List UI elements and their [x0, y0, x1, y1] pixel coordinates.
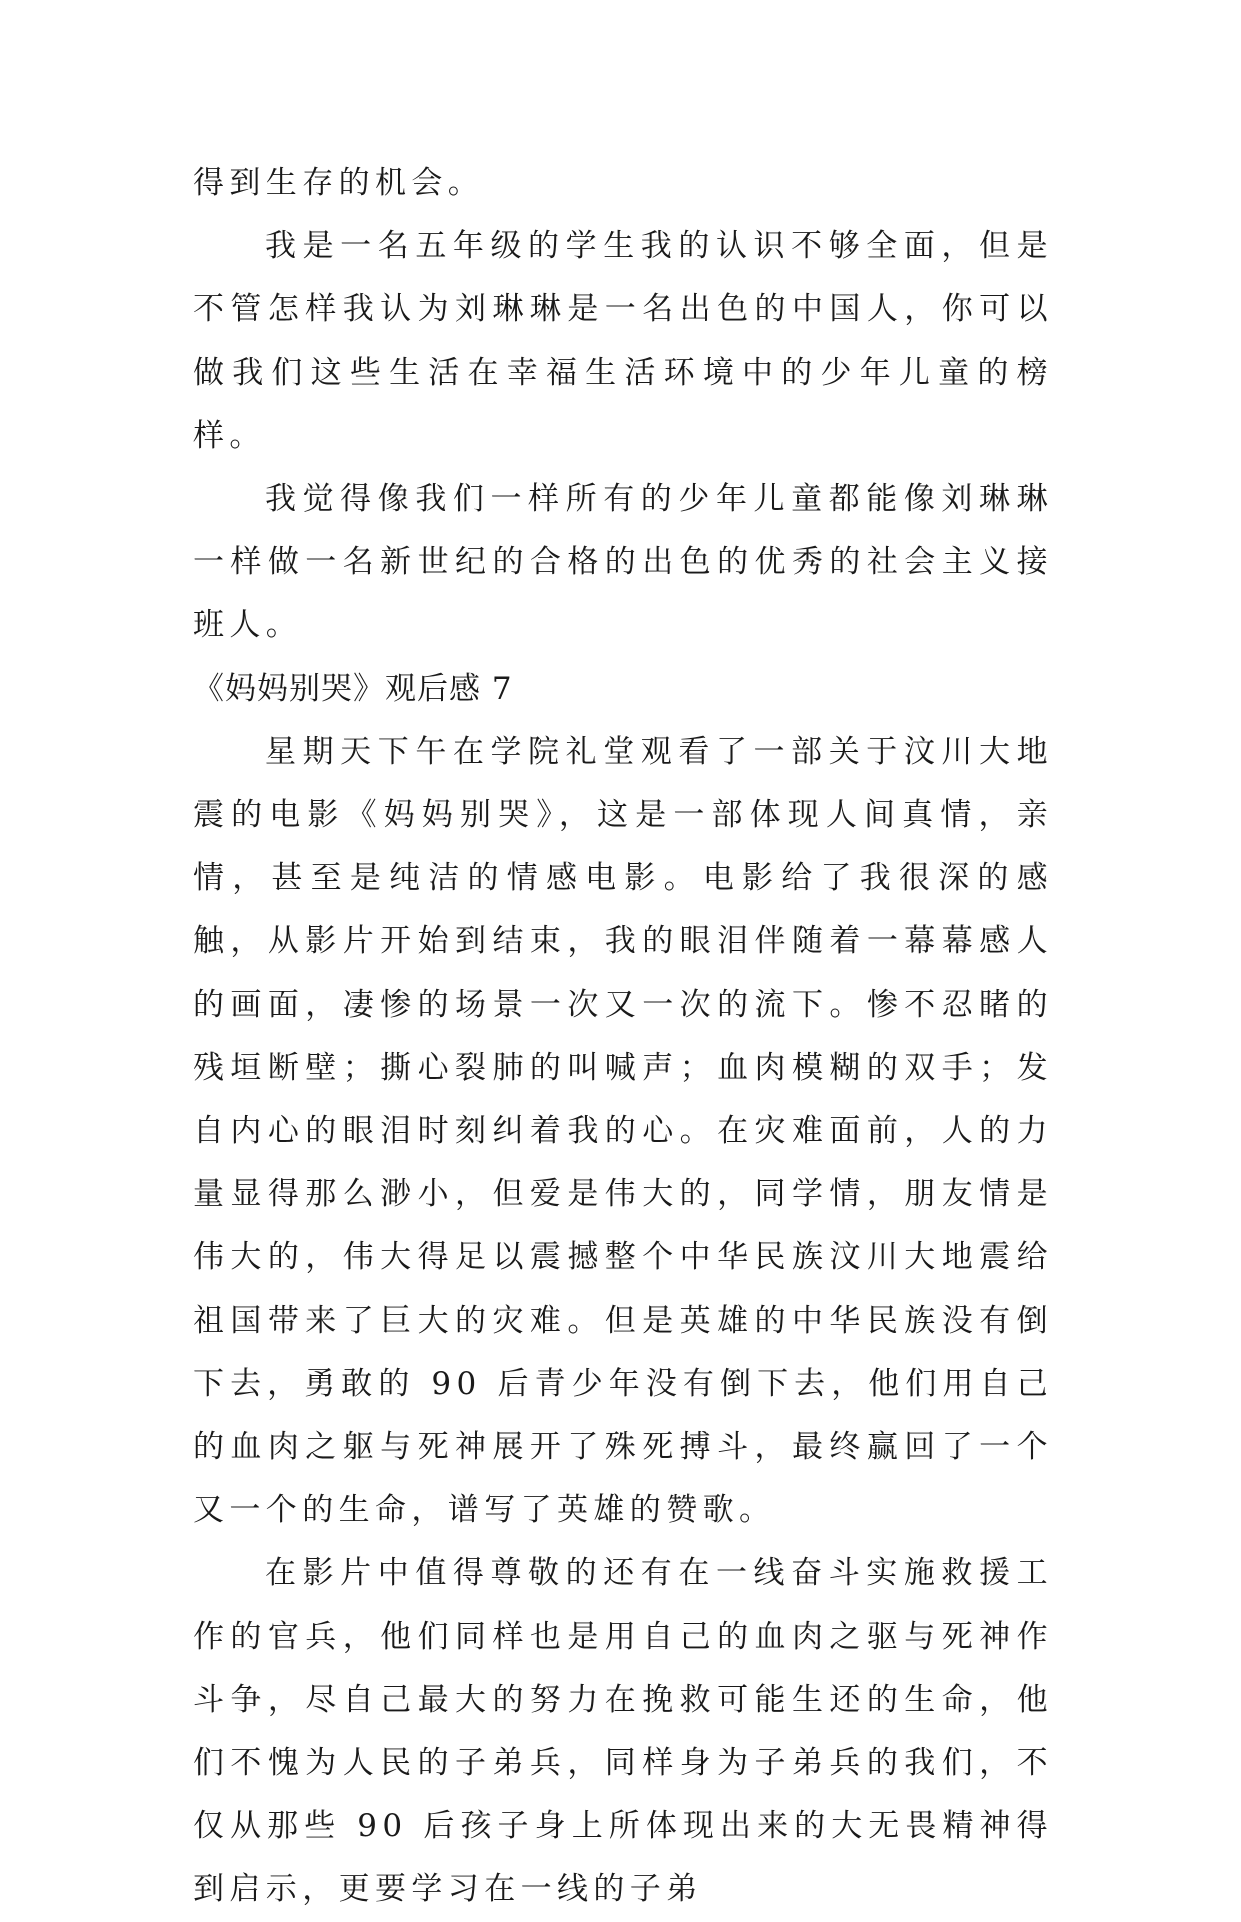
paragraph-continuation: 得到生存的机会。 [193, 165, 485, 201]
document-body [193, 152, 1053, 1922]
section-heading: 《妈妈别哭》观后感 7 [193, 670, 513, 707]
paragraph: 我是一名五年级的学生我的认识不够全面，但是不管怎样我认为刘琳琳是一名出色的中国人，你可以做我们这些生活在幸福生活环境中的少年儿童的榜样。 [193, 228, 1053, 454]
paragraph: 我觉得像我们一样所有的少年儿童都能像刘琳琳一样做一名新世纪的合格的出色的优秀的社会主义接班人。 [193, 481, 1053, 644]
paragraph: 星期天下午在学院礼堂观看了一部关于汶川大地震的电影《妈妈别哭》，这是一部体现人间真情，亲情，甚至是纯洁的情感电影。电影给了我很深的感触，从影片开始到结束，我的眼泪伴随着一幕幕感人的画面，凄惨的场景一次又一次的流下。惨不忍睹的残垣断壁；撕心裂肺的叫喊声；血肉模糊的双手；发自内心的眼泪时刻纠着我的心。在灾难面前，人的力量显得那么渺小，但爱是伟大的，同学情，朋友情是伟大的，伟大得足以震撼整个中华民族汶川大地震给祖国带来了巨大的灾难。但是英雄的中华民族没有倒下去，勇敢的 90 后青少年没有倒下去，他们用自己的血肉之躯与死神展开了殊死搏斗，最终赢回了一个又一个的生命，谱写了英雄的赞歌。 [193, 733, 1053, 1529]
paragraph: 在影片中值得尊敬的还有在一线奋斗实施救援工作的官兵，他们同样也是用自己的血肉之驱与死神作斗争，尽自己最大的努力在挽救可能生还的生命，他们不愧为人民的子弟兵，同样身为子弟兵的我们，不仅从那些 90 后孩子身上所体现出来的大无畏精神得到启示，更要学习在一线的子弟 [193, 1555, 1053, 1908]
